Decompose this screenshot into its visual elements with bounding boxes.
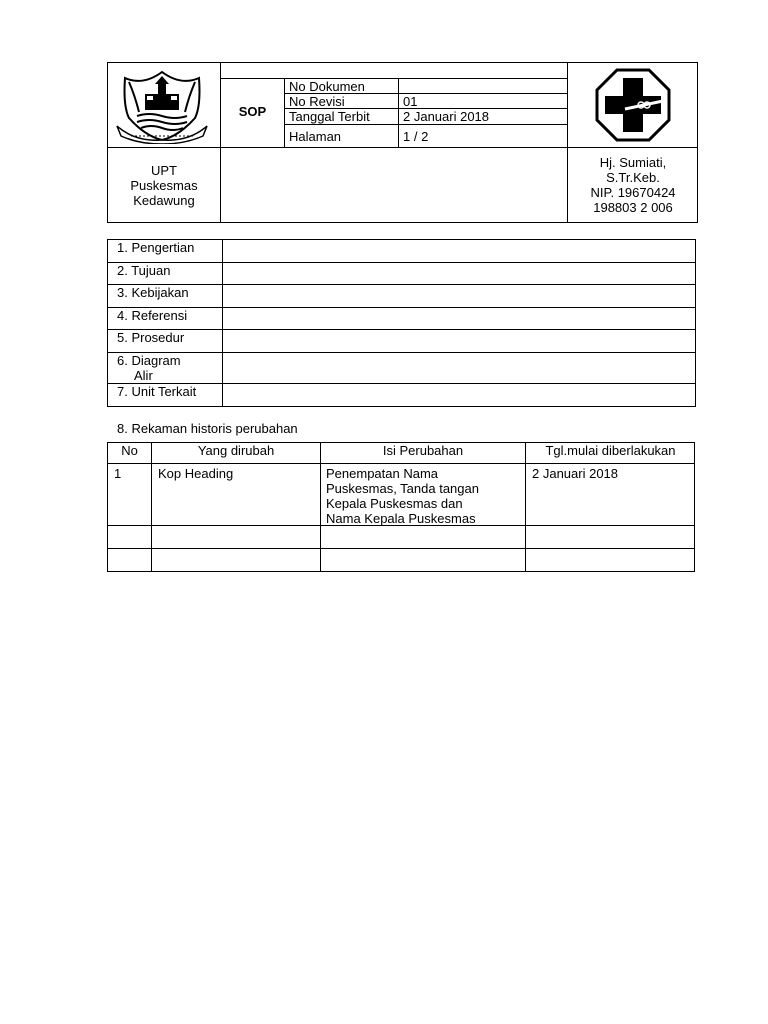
field-value-revision: 01 <box>403 94 418 109</box>
field-label-issue-date: Tanggal Terbit <box>289 109 370 124</box>
unit-line-2: Puskesmas <box>130 178 198 193</box>
unit-line-3: Kedawung <box>133 193 195 208</box>
signatory-line-4: 198803 2 006 <box>593 200 673 215</box>
field-value-page: 1 / 2 <box>403 129 429 144</box>
history-col-date: Tgl.mulai diberlakukan <box>545 443 676 458</box>
field-value-issue-date: 2 Januari 2018 <box>403 109 490 124</box>
section-label-purpose: 2. Tujuan <box>117 263 171 278</box>
history-cell-date: 2 Januari 2018 <box>532 466 619 481</box>
section-label-flowchart: 6. Diagram <box>117 353 181 368</box>
section-label-policy: 3. Kebijakan <box>117 285 189 300</box>
section-label-reference: 4. Referensi <box>117 308 188 323</box>
signatory-line-1: Hj. Sumiati, <box>599 155 667 170</box>
field-label-document-number: No Dokumen <box>289 79 365 94</box>
history-cell-change-line-4: Nama Kepala Puskesmas <box>326 511 476 526</box>
history-cell-change-line-2: Puskesmas, Tanda tangan <box>326 481 479 496</box>
history-col-no: No <box>121 443 138 458</box>
history-col-item: Yang dirubah <box>197 443 275 458</box>
puskesmas-logo-icon <box>595 68 671 142</box>
history-cell-item: Kop Heading <box>158 466 234 481</box>
field-label-page: Halaman <box>289 129 342 144</box>
section-label-definition: 1. Pengertian <box>117 240 195 255</box>
sop-label: SOP <box>238 104 267 119</box>
section-label-related-unit: 7. Unit Terkait <box>117 384 197 399</box>
field-label-revision: No Revisi <box>289 94 345 109</box>
history-col-change: Isi Perubahan <box>382 443 464 458</box>
section-label-procedure: 5. Prosedur <box>117 330 185 345</box>
unit-line-1: UPT <box>151 163 177 178</box>
signatory-line-2: S.Tr.Keb. <box>606 170 660 185</box>
section-label-flowchart-line-2: Alir <box>134 368 153 383</box>
regional-emblem-icon <box>115 66 209 144</box>
history-cell-change-line-1: Penempatan Nama <box>326 466 439 481</box>
history-cell-change-line-3: Kepala Puskesmas dan <box>326 496 463 511</box>
signatory-line-3: NIP. 19670424 <box>590 185 676 200</box>
history-title: 8. Rekaman historis perubahan <box>117 421 298 436</box>
history-cell-no: 1 <box>114 466 122 481</box>
